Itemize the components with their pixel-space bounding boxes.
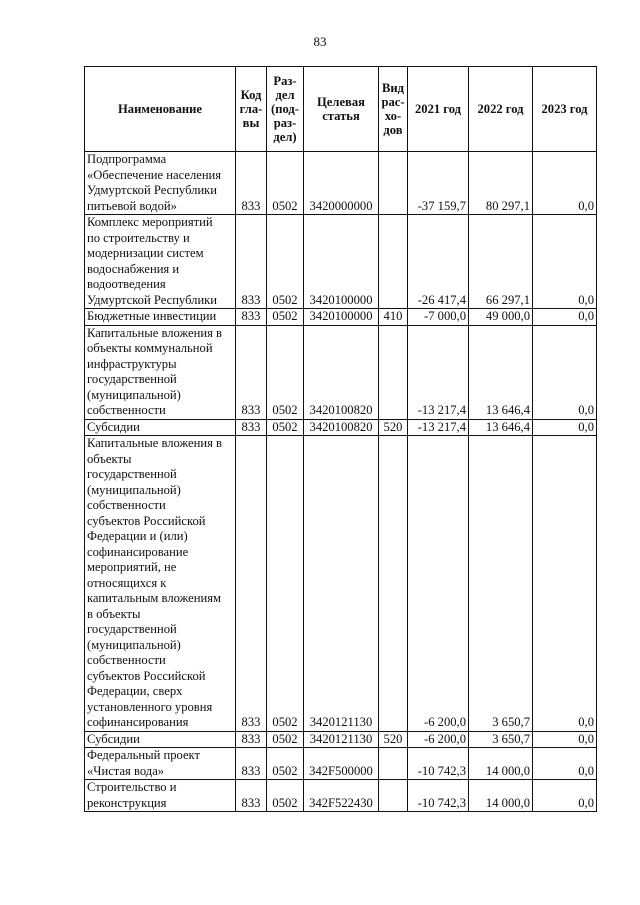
cell-2023: 0,0 <box>533 748 597 780</box>
cell-name: Строительство и реконструкция <box>85 780 236 812</box>
cell-vid-raskhodov: 520 <box>379 419 408 436</box>
cell-razdel: 0502 <box>267 309 304 326</box>
cell-vid-raskhodov <box>379 215 408 309</box>
cell-kod-glavy: 833 <box>236 325 267 419</box>
header-row <box>85 67 597 152</box>
header-2022: 2022 год <box>469 67 533 152</box>
cell-2023: 0,0 <box>533 215 597 309</box>
cell-razdel: 0502 <box>267 419 304 436</box>
budget-table <box>84 66 597 812</box>
table-row <box>85 748 597 780</box>
cell-vid-raskhodov <box>379 780 408 812</box>
cell-2022: 66 297,1 <box>469 215 533 309</box>
cell-vid-raskhodov: 520 <box>379 731 408 748</box>
cell-2022: 14 000,0 <box>469 748 533 780</box>
cell-target-article: 3420100820 <box>304 419 379 436</box>
cell-2023: 0,0 <box>533 152 597 215</box>
cell-target-article: 3420000000 <box>304 152 379 215</box>
cell-2022: 13 646,4 <box>469 419 533 436</box>
cell-vid-raskhodov <box>379 152 408 215</box>
table-body <box>85 152 597 812</box>
cell-razdel: 0502 <box>267 215 304 309</box>
cell-name: Комплекс мероприятий по строительству и модернизации систем водоснабжения и водоотведения Удмуртской Республики <box>85 215 236 309</box>
cell-2023: 0,0 <box>533 309 597 326</box>
cell-target-article: 342F500000 <box>304 748 379 780</box>
table-row <box>85 152 597 215</box>
table-row <box>85 325 597 419</box>
cell-2023: 0,0 <box>533 419 597 436</box>
header-name: Наименование <box>85 67 236 152</box>
cell-2021: -6 200,0 <box>408 436 469 732</box>
cell-2023: 0,0 <box>533 325 597 419</box>
cell-2021: -13 217,4 <box>408 325 469 419</box>
page-number: 83 <box>313 34 327 49</box>
cell-razdel: 0502 <box>267 152 304 215</box>
cell-2021: -7 000,0 <box>408 309 469 326</box>
cell-2023: 0,0 <box>533 731 597 748</box>
cell-2022: 49 000,0 <box>469 309 533 326</box>
cell-target-article: 3420121130 <box>304 436 379 732</box>
cell-razdel: 0502 <box>267 325 304 419</box>
cell-vid-raskhodov <box>379 325 408 419</box>
cell-2022: 3 650,7 <box>469 436 533 732</box>
cell-razdel: 0502 <box>267 780 304 812</box>
cell-kod-glavy: 833 <box>236 780 267 812</box>
cell-name: Капитальные вложения в объекты государственной (муниципальной) собственности субъектов Российской Федерации и (или) софинансирование мероприятий, не относящихся к капитальным вложениям в объекты государственной (муниципальной) собственности субъектов Российской Федерации, сверх установленного уровня софинансирования <box>85 436 236 732</box>
cell-name: Бюджетные инвестиции <box>85 309 236 326</box>
cell-kod-glavy: 833 <box>236 152 267 215</box>
cell-name: Капитальные вложения в объекты коммунальной инфраструктуры государственной (муниципальной) собственности <box>85 325 236 419</box>
table-row <box>85 731 597 748</box>
cell-2021: -13 217,4 <box>408 419 469 436</box>
cell-kod-glavy: 833 <box>236 309 267 326</box>
cell-2023: 0,0 <box>533 780 597 812</box>
cell-vid-raskhodov <box>379 436 408 732</box>
cell-razdel: 0502 <box>267 748 304 780</box>
cell-kod-glavy: 833 <box>236 731 267 748</box>
cell-2022: 14 000,0 <box>469 780 533 812</box>
cell-kod-glavy: 833 <box>236 215 267 309</box>
header-2023: 2023 год <box>533 67 597 152</box>
cell-2021: -37 159,7 <box>408 152 469 215</box>
cell-2021: -10 742,3 <box>408 780 469 812</box>
table-row <box>85 419 597 436</box>
cell-2023: 0,0 <box>533 436 597 732</box>
cell-target-article: 3420100820 <box>304 325 379 419</box>
cell-2021: -6 200,0 <box>408 731 469 748</box>
cell-2021: -26 417,4 <box>408 215 469 309</box>
cell-kod-glavy: 833 <box>236 748 267 780</box>
cell-name: Федеральный проект «Чистая вода» <box>85 748 236 780</box>
cell-2021: -10 742,3 <box>408 748 469 780</box>
cell-target-article: 3420100000 <box>304 309 379 326</box>
cell-target-article: 3420121130 <box>304 731 379 748</box>
cell-vid-raskhodov <box>379 748 408 780</box>
cell-2022: 13 646,4 <box>469 325 533 419</box>
cell-kod-glavy: 833 <box>236 436 267 732</box>
cell-target-article: 3420100000 <box>304 215 379 309</box>
cell-razdel: 0502 <box>267 731 304 748</box>
table-row <box>85 309 597 326</box>
cell-target-article: 342F522430 <box>304 780 379 812</box>
table-row <box>85 436 597 732</box>
header-target-article: Целевая статья <box>304 67 379 152</box>
cell-2022: 3 650,7 <box>469 731 533 748</box>
header-kod-glavy: Код гла- вы <box>236 67 267 152</box>
cell-kod-glavy: 833 <box>236 419 267 436</box>
cell-name: Подпрограмма «Обеспечение населения Удмуртской Республики питьевой водой» <box>85 152 236 215</box>
cell-name: Субсидии <box>85 731 236 748</box>
cell-name: Субсидии <box>85 419 236 436</box>
table-row <box>85 780 597 812</box>
header-2021: 2021 год <box>408 67 469 152</box>
header-vid-raskhodov: Вид рас- хо- дов <box>379 67 408 152</box>
cell-razdel: 0502 <box>267 436 304 732</box>
table-row <box>85 215 597 309</box>
cell-vid-raskhodov: 410 <box>379 309 408 326</box>
header-razdel: Раз- дел (под- раз- дел) <box>267 67 304 152</box>
cell-2022: 80 297,1 <box>469 152 533 215</box>
